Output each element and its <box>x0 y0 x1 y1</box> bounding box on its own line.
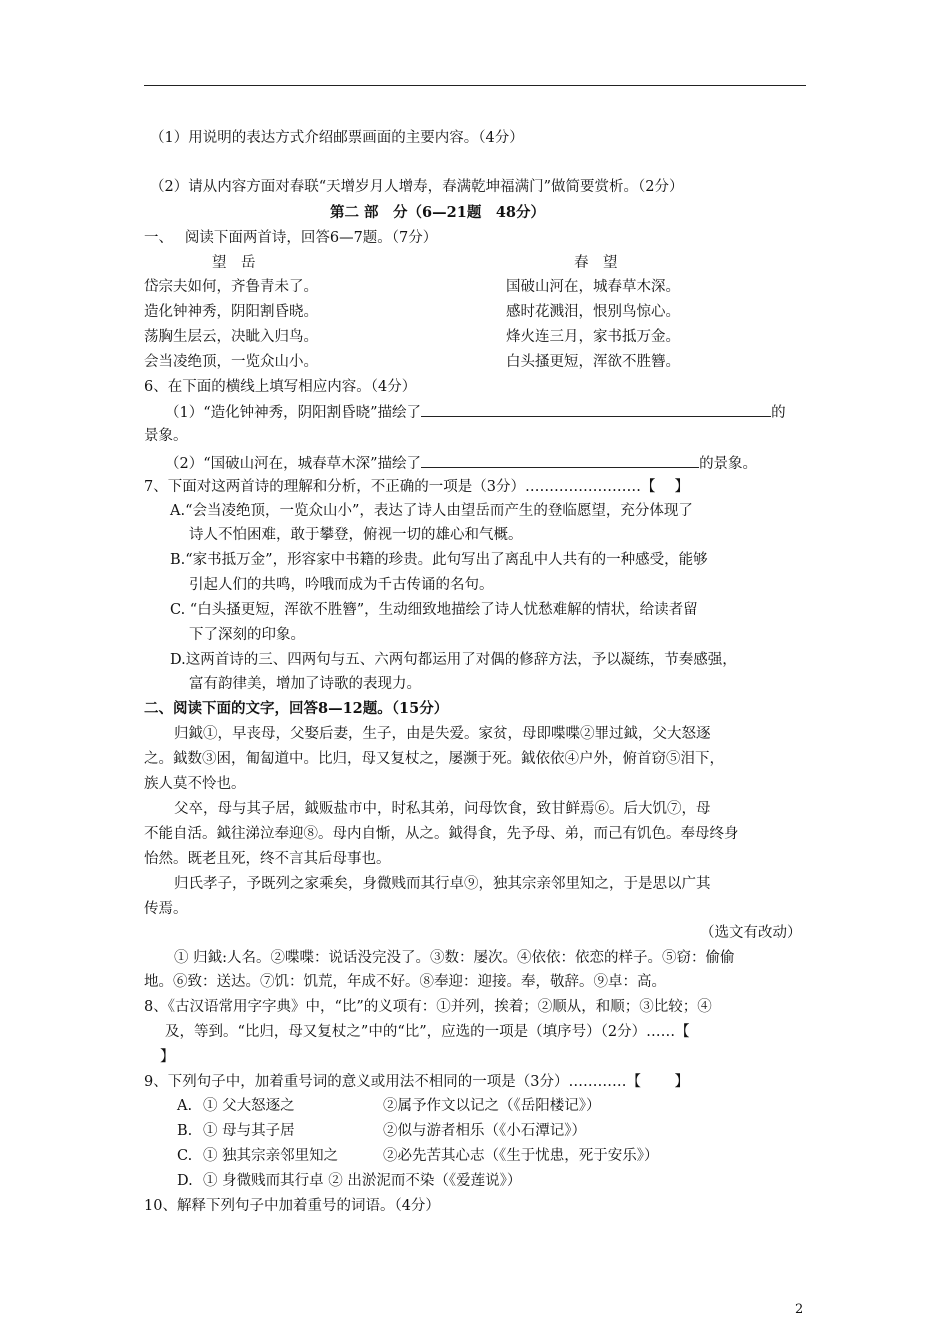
passage-line: 之。鉞数③困，匍匐道中。比归，母又复杖之，屡濒于死。鉞依依④户外，俯首窃⑤泪下， <box>144 751 724 767</box>
q9-option-c-sentence-1: ① 独其宗亲邻里知之 <box>203 1148 339 1164</box>
q7-option-c: C. “白头搔更短，浑欲不胜簪”，生动细致地描绘了诗人忧愁难解的情状，给读者留 <box>170 602 698 618</box>
header-rule <box>144 85 806 86</box>
q9-option-c <box>177 1146 659 1166</box>
question-6-part-2-suffix: 的景象。 <box>699 456 758 472</box>
question-8-line-2: 及，等到。“比归，母又复杖之”中的“比”，应选的一项是（填序号）（2分）……【 <box>165 1024 690 1040</box>
answer-blank-6-2[interactable] <box>421 452 699 468</box>
section-two-heading: 二、阅读下面的文字，回答8—12题。（15分） <box>144 700 449 717</box>
q9-option-c-label: C. <box>177 1148 193 1164</box>
poem-1-line: 岱宗夫如何，齐鲁青未了。 <box>144 279 318 295</box>
poem-1-line: 造化钟神秀，阴阳割昏晓。 <box>144 304 318 320</box>
source-note: （选文有改动） <box>700 925 802 941</box>
passage-line: 不能自活。鉞往涕泣奉迎⑧。母内自惭，从之。鉞得食，先予母、弟，而己有饥色。奉母终身 <box>144 826 739 842</box>
q9-option-d <box>177 1171 521 1191</box>
q9-option-a <box>177 1096 601 1116</box>
stamp-question-2: （2）请从内容方面对春联“天增岁月人增寿，春满乾坤福满门”做简要赏析。（2分） <box>150 179 684 195</box>
poem-2-line: 国破山河在，城春草木深。 <box>506 279 680 295</box>
question-10-stem: 10、解释下列句子中加着重号的词语。（4分） <box>144 1198 440 1214</box>
passage-line: 归氏孝子，予既列之家乘矣，身微贱而其行卓⑨，独其宗亲邻里知之，于是思以广其 <box>174 876 711 892</box>
poem-1-line: 会当凌绝顶，一览众山小。 <box>144 354 318 370</box>
stamp-question-1: （1）用说明的表达方式介绍邮票画面的主要内容。（4分） <box>150 130 524 146</box>
poem-2-line: 烽火连三月，家书抵万金。 <box>506 329 680 345</box>
question-7-stem: 7、下面对这两首诗的理解和分析，不正确的一项是（3分）……………………【 】 <box>144 479 690 495</box>
question-6-part-2-text: （2）“国破山河在，城春草木深”描绘了 <box>165 456 422 472</box>
poem-1-title: 望 岳 <box>212 255 256 271</box>
question-6-part-1-suffix: 的 <box>771 405 786 421</box>
poem-1-line: 荡胸生层云，决眦入归鸟。 <box>144 329 318 345</box>
q7-option-c-cont: 下了深刻的印象。 <box>189 627 305 643</box>
page-number: 2 <box>795 1302 804 1317</box>
passage-line: 父卒，母与其子居，鉞贩盐市中，时私其弟，问母饮食，致甘鲜焉⑥。后大饥⑦，母 <box>174 801 711 817</box>
question-8-line-3: 】 <box>160 1049 175 1065</box>
passage-line: 族人莫不怜也。 <box>144 776 246 792</box>
q9-option-b-sentence-2: ②似与游者相乐（《小石潭记》） <box>383 1123 586 1139</box>
q7-option-a: A.“会当凌绝顶，一览众山小”，表达了诗人由望岳而产生的登临愿望，充分体现了 <box>170 503 693 519</box>
q9-option-c-sentence-2: ②必先苦其心志（《生于忧患，死于安乐》） <box>383 1148 659 1164</box>
q9-option-d-label: D. <box>177 1173 193 1189</box>
q9-option-a-sentence-2: ②属予作文以记之（《岳阳楼记》） <box>383 1098 601 1114</box>
passage-line: 怡然。既老且死，终不言其后母事也。 <box>144 851 391 867</box>
annotations-line-1: ① 归鉞:人名。②喋喋：说话没完没了。③数：屡次。④依依：依恋的样子。⑤窃：偷偷 <box>174 950 735 966</box>
question-6-stem: 6、在下面的横线上填写相应内容。（4分） <box>144 379 417 395</box>
passage-line: 归鉞①，早丧母，父娶后妻，生子，由是失爱。家贫，母即喋喋②罪过鉞，父大怒逐 <box>174 726 711 742</box>
question-6-part-1-continued: 景象。 <box>144 428 188 444</box>
poem-2-title: 春 望 <box>574 255 618 271</box>
annotations-line-2: 地。⑥致：送达。⑦饥：饥荒，年成不好。⑧奉迎：迎接。奉，敬辞。⑨卓：高。 <box>144 974 666 990</box>
section-one-heading: 一、 阅读下面两首诗，回答6—7题。（7分） <box>144 230 438 246</box>
q7-option-d-cont: 富有韵律美，增加了诗歌的表现力。 <box>189 676 421 692</box>
passage-line: 传焉。 <box>144 901 188 917</box>
q9-option-b <box>177 1121 586 1141</box>
poem-2-line: 白头搔更短，浑欲不胜簪。 <box>506 354 680 370</box>
q9-option-a-sentence-1: ① 父大怒逐之 <box>203 1098 295 1114</box>
q7-option-d: D.这两首诗的三、四两句与五、六两句都运用了对偶的修辞方法，予以凝练，节奏感强， <box>170 652 737 668</box>
q7-option-a-cont: 诗人不怕困难，敢于攀登，俯视一切的雄心和气概。 <box>189 527 523 543</box>
question-6-part-1 <box>165 401 786 423</box>
question-6-part-2 <box>165 452 757 474</box>
poem-2-line: 感时花溅泪，恨别鸟惊心。 <box>506 304 680 320</box>
q9-option-d-text: ① 身微贱而其行卓 ② 出淤泥而不染（《爱莲说》） <box>203 1173 522 1189</box>
q9-option-b-label: B. <box>177 1123 193 1139</box>
answer-blank-6-1[interactable] <box>421 401 771 417</box>
q9-option-a-label: A. <box>177 1098 193 1114</box>
question-9-stem: 9、下列句子中，加着重号词的意义或用法不相同的一项是（3分）…………【 】 <box>144 1074 690 1090</box>
q9-option-b-sentence-1: ① 母与其子居 <box>203 1123 295 1139</box>
q7-option-b: B.“家书抵万金”，形容家中书籍的珍贵。此句写出了离乱中人共有的一种感受，能够 <box>170 552 708 568</box>
question-8-line-1: 8、《古汉语常用字字典》中，“比”的义项有：①并列，挨着；②顺从，和顺；③比较；④ <box>144 999 712 1015</box>
q7-option-b-cont: 引起人们的共鸣，吟哦而成为千古传诵的名句。 <box>189 577 494 593</box>
question-6-part-1-text: （1）“造化钟神秀，阴阳割昏晓”描绘了 <box>165 405 422 421</box>
part-two-title: 第二 部 分（6—21题 48分） <box>330 204 545 221</box>
